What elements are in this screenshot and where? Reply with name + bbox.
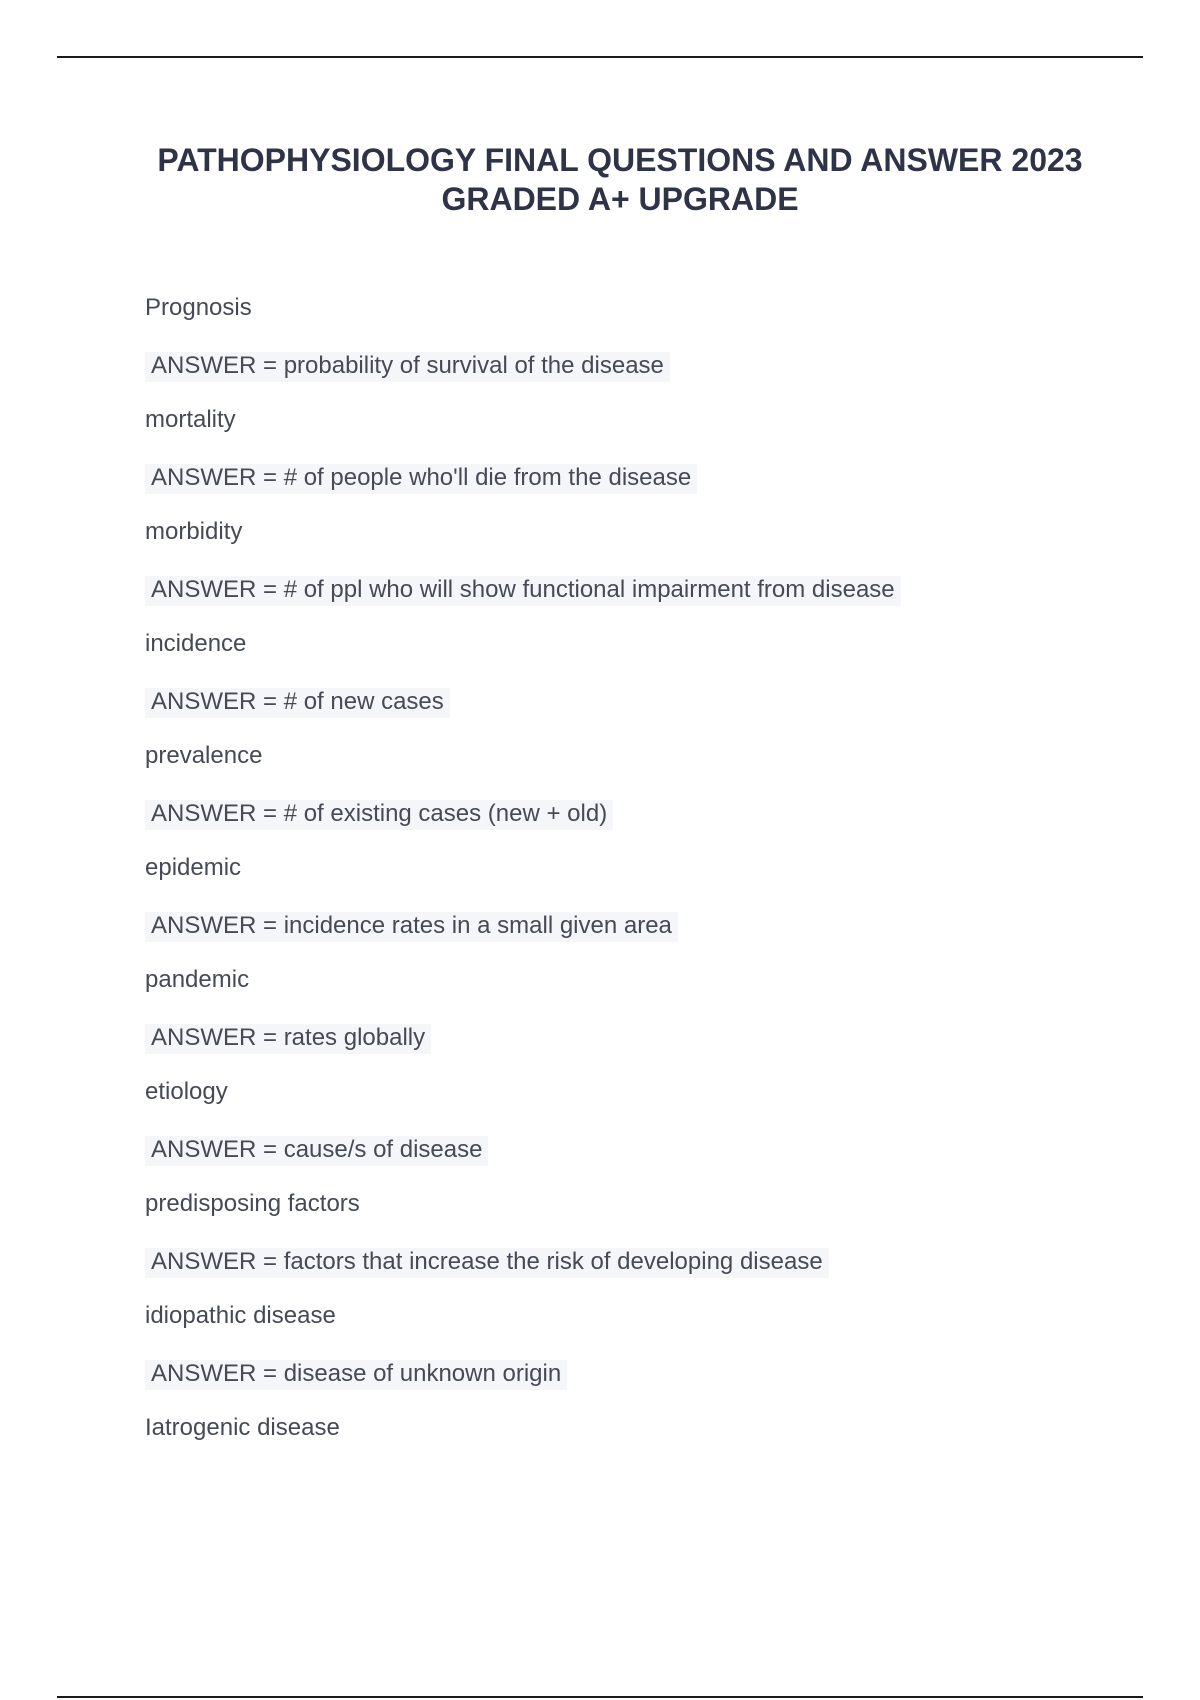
qa-item xyxy=(145,1304,1145,1416)
term: pandemic xyxy=(145,966,250,993)
answer xyxy=(145,1136,1145,1192)
qa-item xyxy=(145,856,1145,968)
title-line-1: PATHOPHYSIOLOGY FINAL QUESTIONS AND ANSWER 2023 xyxy=(157,142,1083,178)
qa-item xyxy=(145,520,1145,632)
answer xyxy=(145,1248,1145,1304)
answer-text: ANSWER = probability of survival of the disease xyxy=(145,352,670,382)
answer-text: ANSWER = # of people who'll die from the disease xyxy=(145,464,697,494)
answer-text: ANSWER = # of new cases xyxy=(145,688,450,718)
answer-text: ANSWER = factors that increase the risk of developing disease xyxy=(145,1248,829,1278)
answer xyxy=(145,576,1145,632)
term: morbidity xyxy=(145,518,243,545)
qa-item xyxy=(145,1080,1145,1192)
qa-item xyxy=(145,1192,1145,1304)
term: predisposing factors xyxy=(145,1190,360,1217)
answer-text: ANSWER = # of ppl who will show functional impairment from disease xyxy=(145,576,901,606)
answer xyxy=(145,1024,1145,1080)
term: Iatrogenic disease xyxy=(145,1414,340,1441)
qa-item xyxy=(145,296,1145,408)
qa-list xyxy=(145,296,1145,1472)
answer-text: ANSWER = # of existing cases (new + old) xyxy=(145,800,613,830)
answer xyxy=(145,800,1145,856)
qa-item xyxy=(145,632,1145,744)
title-line-2: GRADED A+ UPGRADE xyxy=(441,181,799,217)
qa-item xyxy=(145,1416,1145,1472)
answer-text: ANSWER = rates globally xyxy=(145,1024,431,1054)
footer-rule xyxy=(57,1696,1143,1698)
term: incidence xyxy=(145,630,247,657)
answer xyxy=(145,912,1145,968)
answer xyxy=(145,1360,1145,1416)
qa-item xyxy=(145,968,1145,1080)
answer-text: ANSWER = disease of unknown origin xyxy=(145,1360,567,1390)
term: etiology xyxy=(145,1078,228,1105)
term: idiopathic disease xyxy=(145,1302,336,1329)
qa-item xyxy=(145,408,1145,520)
term: mortality xyxy=(145,406,236,433)
header-rule xyxy=(57,56,1143,58)
term: prevalence xyxy=(145,742,263,769)
answer xyxy=(145,352,1145,408)
document-title xyxy=(80,141,1160,219)
answer xyxy=(145,688,1145,744)
qa-item xyxy=(145,744,1145,856)
term: epidemic xyxy=(145,854,242,881)
answer-text: ANSWER = cause/s of disease xyxy=(145,1136,488,1166)
answer-text: ANSWER = incidence rates in a small given area xyxy=(145,912,678,942)
answer xyxy=(145,464,1145,520)
term: Prognosis xyxy=(145,294,252,321)
